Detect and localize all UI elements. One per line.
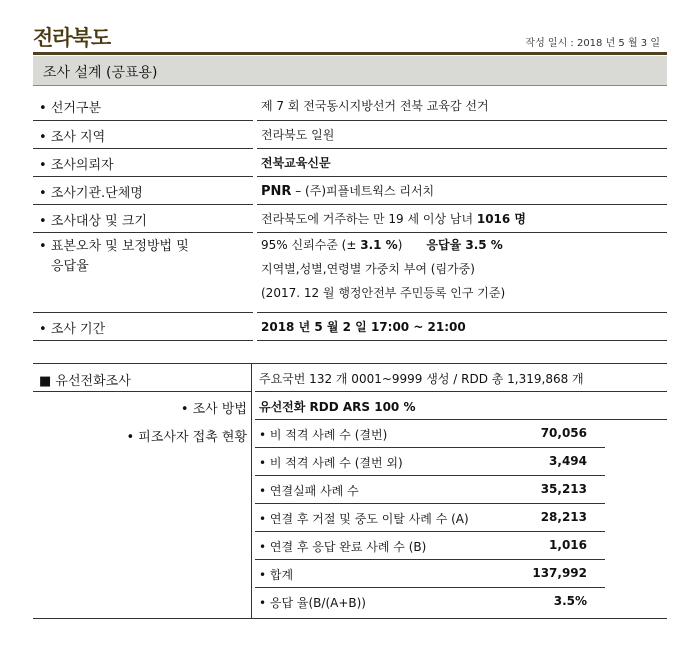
row-election bbox=[33, 92, 667, 120]
row-region bbox=[33, 120, 667, 148]
contact-row-4 bbox=[33, 532, 667, 560]
row-period bbox=[33, 312, 667, 340]
method-label: • 조사 방법 bbox=[180, 402, 247, 417]
client-label: • 조사의뢰자 bbox=[33, 148, 253, 176]
target-size: 1016 명 bbox=[476, 211, 527, 226]
contact-row-0 bbox=[33, 420, 667, 448]
client-value: 전북교육신문 bbox=[257, 148, 667, 176]
contact-row-2 bbox=[33, 476, 667, 504]
contact-row-3 bbox=[33, 504, 667, 532]
contact-item-value: 3.5% bbox=[553, 594, 587, 608]
row-error bbox=[33, 232, 667, 312]
phone-row-method bbox=[33, 392, 667, 420]
contact-row-6 bbox=[33, 588, 667, 616]
period-value: 2018 년 5 월 2 일 17:00 ~ 21:00 bbox=[257, 312, 667, 340]
contact-item-value: 1,016 bbox=[549, 538, 587, 552]
election-label: • 선거구분 bbox=[33, 92, 253, 120]
phone-section-label: ■ 유선전화조사 bbox=[39, 374, 131, 389]
contact-item-value: 28,213 bbox=[540, 510, 587, 524]
section-header: 조사 설계 (공표용) bbox=[33, 56, 667, 86]
contact-item-label: • 연결실패 사례 수 bbox=[259, 484, 359, 498]
phone-row-summary bbox=[33, 364, 667, 392]
title-divider bbox=[33, 52, 667, 55]
contact-item-label: • 합계 bbox=[259, 568, 294, 582]
row-target bbox=[33, 204, 667, 232]
contact-row-1 bbox=[33, 448, 667, 476]
error-label-line1: • 표본오차 및 보정방법 및 bbox=[39, 237, 253, 257]
contact-item-label: • 연결 후 응답 완료 사례 수 (B) bbox=[259, 540, 427, 554]
confidence-text: 95% 신뢰수준 (± bbox=[261, 237, 361, 252]
contact-item-value: 3,494 bbox=[549, 454, 587, 468]
date-written: 작성 일시 : 2018 년 5 월 3 일 bbox=[525, 38, 660, 49]
response-rate-summary: 응답율 3.5 % bbox=[426, 237, 503, 252]
agency-label: • 조사기관.단체명 bbox=[33, 176, 253, 204]
period-label: • 조사 기간 bbox=[33, 312, 253, 340]
method-value: 유선전화 RDD ARS 100 % bbox=[259, 400, 416, 414]
agency-value bbox=[257, 176, 667, 204]
contact-item-label: • 연결 후 거절 및 중도 이탈 사례 수 (A) bbox=[259, 512, 469, 526]
row-agency bbox=[33, 176, 667, 204]
contact-item-label: • 비 적격 사례 수 (결번) bbox=[259, 428, 388, 442]
contact-item-value: 70,056 bbox=[540, 426, 587, 440]
contact-item-label: • 응답 율(B/(A+B)) bbox=[259, 596, 366, 610]
column-divider bbox=[251, 363, 252, 618]
error-line1 bbox=[261, 233, 667, 257]
row-client bbox=[33, 148, 667, 176]
region-value: 전라북도 일원 bbox=[257, 120, 667, 148]
contact-item-value: 137,992 bbox=[532, 566, 587, 580]
election-value: 제 7 회 전국동시지방선거 전북 교육감 선거 bbox=[257, 92, 667, 120]
target-text: 전라북도에 거주하는 만 19 세 이상 남녀 bbox=[261, 211, 477, 226]
target-label: • 조사대상 및 크기 bbox=[33, 204, 253, 232]
sampling-error: 3.1 % bbox=[360, 237, 398, 252]
target-value bbox=[257, 204, 667, 232]
error-line2: 지역별,성별,연령별 가중치 부여 (림가중) bbox=[261, 261, 475, 276]
contact-item-value: 35,213 bbox=[540, 482, 587, 496]
error-line3: (2017. 12 월 행정안전부 주민등록 인구 기준) bbox=[261, 285, 506, 300]
phone-section-value: 주요국번 132 개 0001~9999 생성 / RDD 총 1,319,868 개 bbox=[259, 372, 584, 386]
phone-survey-table bbox=[33, 363, 667, 616]
contact-label: • 피조사자 접촉 현황 bbox=[126, 430, 247, 445]
agency-abbr: PNR bbox=[261, 183, 292, 199]
bottom-divider bbox=[33, 618, 667, 619]
error-value bbox=[257, 232, 667, 312]
error-label bbox=[33, 232, 253, 312]
survey-design-table bbox=[33, 92, 667, 341]
contact-row-5 bbox=[33, 560, 667, 588]
confidence-close: ) bbox=[397, 237, 403, 252]
page-title: 전라북도 bbox=[33, 26, 111, 50]
agency-name: – (주)피플네트웍스 리서치 bbox=[291, 183, 435, 198]
contact-item-label: • 비 적격 사례 수 (결번 외) bbox=[259, 456, 403, 470]
error-label-line2: 응답율 bbox=[51, 258, 89, 274]
region-label: • 조사 지역 bbox=[33, 120, 253, 148]
